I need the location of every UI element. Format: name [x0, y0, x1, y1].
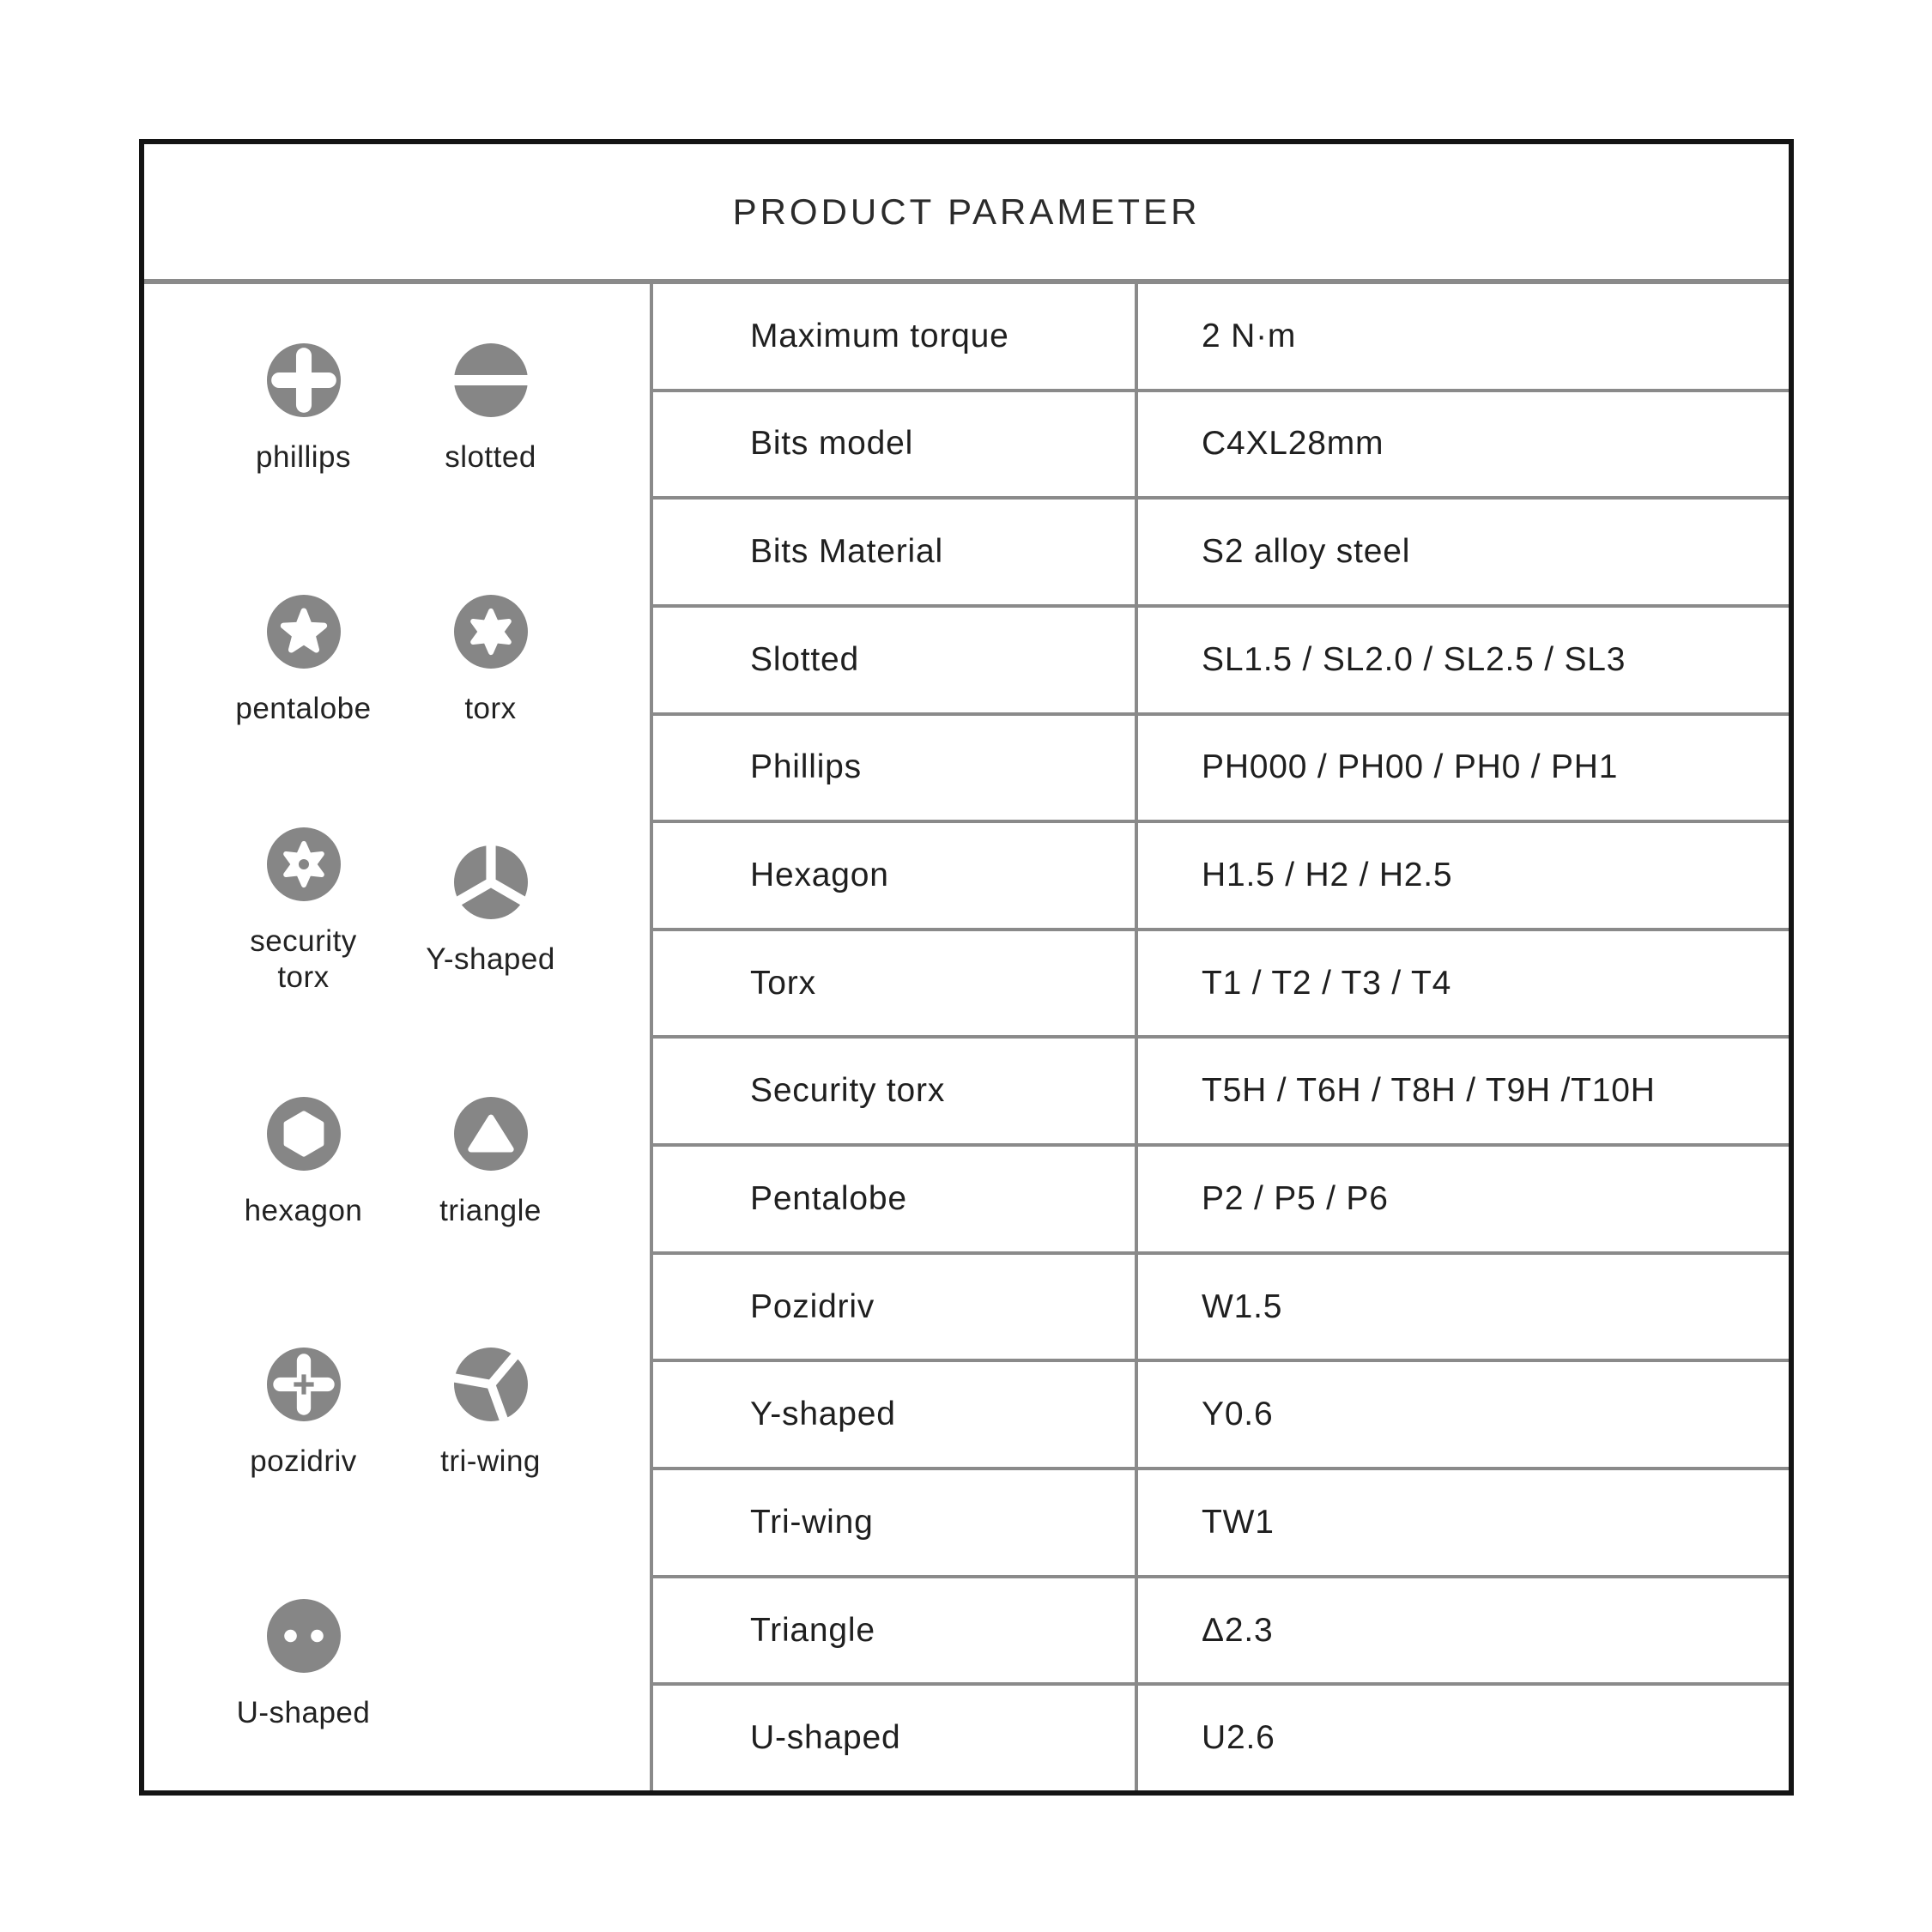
- spec-value: P2 / P5 / P6: [1202, 1179, 1389, 1217]
- spec-value: Y0.6: [1202, 1396, 1274, 1433]
- spec-label: Y-shaped: [653, 1362, 1138, 1467]
- icon-cell-slotted: [397, 343, 584, 475]
- spec-value: S2 alloy steel: [1202, 533, 1411, 571]
- icon-row: [144, 786, 650, 1038]
- spec-label: Bits Material: [653, 500, 1138, 604]
- triangle-icon: [454, 1097, 528, 1171]
- spec-label: Pozidriv: [653, 1255, 1138, 1360]
- table-row: [653, 820, 1789, 928]
- spec-label: Hexagon: [653, 823, 1138, 928]
- icon-label: pozidriv: [250, 1444, 357, 1479]
- icon-cell-security-torx: [210, 827, 397, 996]
- icon-label: Y-shaped: [426, 942, 555, 977]
- spec-label: Slotted: [653, 608, 1138, 712]
- pentalobe-icon: [267, 595, 341, 669]
- icon-cell-u-shaped: [210, 1599, 397, 1731]
- table-row: [653, 928, 1789, 1036]
- spec-label: Maximum torque: [653, 284, 1138, 389]
- product-parameter-card: [139, 139, 1794, 1796]
- icon-label: tri-wing: [440, 1444, 541, 1479]
- y-shaped-icon: [454, 845, 528, 919]
- table-row: [653, 1467, 1789, 1575]
- table-row: [653, 389, 1789, 497]
- table-row: [653, 604, 1789, 712]
- icon-label: hexagon: [244, 1193, 363, 1227]
- icon-cell-tri-wing: [397, 1348, 584, 1480]
- spec-label: Pentalobe: [653, 1147, 1138, 1251]
- spec-label: Tri-wing: [653, 1470, 1138, 1575]
- spec-value: Δ2.3: [1202, 1611, 1274, 1649]
- icon-label: triangle: [439, 1193, 542, 1227]
- pozidriv-icon: [267, 1348, 341, 1421]
- spec-label: Triangle: [653, 1578, 1138, 1683]
- icon-label: pentalobe: [235, 691, 372, 725]
- spec-value: H1.5 / H2 / H2.5: [1202, 857, 1453, 894]
- icon-cell-y-shaped: [397, 845, 584, 978]
- spec-label: Torx: [653, 931, 1138, 1036]
- table-row: [653, 1035, 1789, 1143]
- page-title: PRODUCT PARAMETER: [732, 191, 1201, 232]
- table-row: [653, 1359, 1789, 1467]
- card-content: [144, 284, 1789, 1790]
- icon-label: torx: [464, 691, 517, 725]
- icon-label: security torx: [250, 924, 357, 995]
- icon-row: [144, 536, 650, 787]
- icon-cell-pentalobe: [210, 595, 397, 727]
- phillips-icon: [267, 343, 341, 417]
- spec-label: Bits model: [653, 392, 1138, 497]
- icon-label: U-shaped: [236, 1695, 371, 1729]
- security-torx-icon: [267, 827, 341, 901]
- spec-value: TW1: [1202, 1503, 1275, 1541]
- slotted-icon: [454, 343, 528, 417]
- hexagon-icon: [267, 1097, 341, 1171]
- spec-value: SL1.5 / SL2.0 / SL2.5 / SL3: [1202, 640, 1626, 678]
- table-row: [653, 284, 1789, 389]
- table-row: [653, 1251, 1789, 1360]
- icon-label: phillips: [256, 440, 351, 475]
- icon-cell-phillips: [210, 343, 397, 475]
- spec-value: C4XL28mm: [1202, 425, 1384, 463]
- torx-icon: [454, 595, 528, 669]
- icon-cell-pozidriv: [210, 1348, 397, 1480]
- table-row: [653, 1682, 1789, 1790]
- spec-value: T1 / T2 / T3 / T4: [1202, 964, 1452, 1002]
- icon-cell-triangle: [397, 1097, 584, 1229]
- icon-row: [144, 1540, 650, 1791]
- u-shaped-icon: [267, 1599, 341, 1673]
- icon-cell-hexagon: [210, 1097, 397, 1229]
- table-row: [653, 1143, 1789, 1251]
- spec-value: W1.5: [1202, 1287, 1283, 1325]
- spec-label: Security torx: [653, 1039, 1138, 1143]
- spec-table: [653, 284, 1789, 1790]
- spec-value: T5H / T6H / T8H / T9H /T10H: [1202, 1072, 1656, 1110]
- card-header: [144, 144, 1789, 284]
- spec-value: 2 N·m: [1202, 317, 1297, 354]
- spec-value: PH000 / PH00 / PH0 / PH1: [1202, 748, 1619, 786]
- spec-label: U-shaped: [653, 1686, 1138, 1790]
- spec-value: U2.6: [1202, 1719, 1275, 1757]
- spec-label: Phillips: [653, 716, 1138, 821]
- icon-row: [144, 284, 650, 536]
- table-row: [653, 496, 1789, 604]
- icon-row: [144, 1288, 650, 1540]
- table-row: [653, 1575, 1789, 1683]
- bit-type-icon-panel: [144, 284, 653, 1790]
- table-row: [653, 712, 1789, 821]
- icon-cell-torx: [397, 595, 584, 727]
- icon-label: slotted: [445, 440, 536, 475]
- icon-row: [144, 1038, 650, 1289]
- tri-wing-icon: [454, 1348, 528, 1421]
